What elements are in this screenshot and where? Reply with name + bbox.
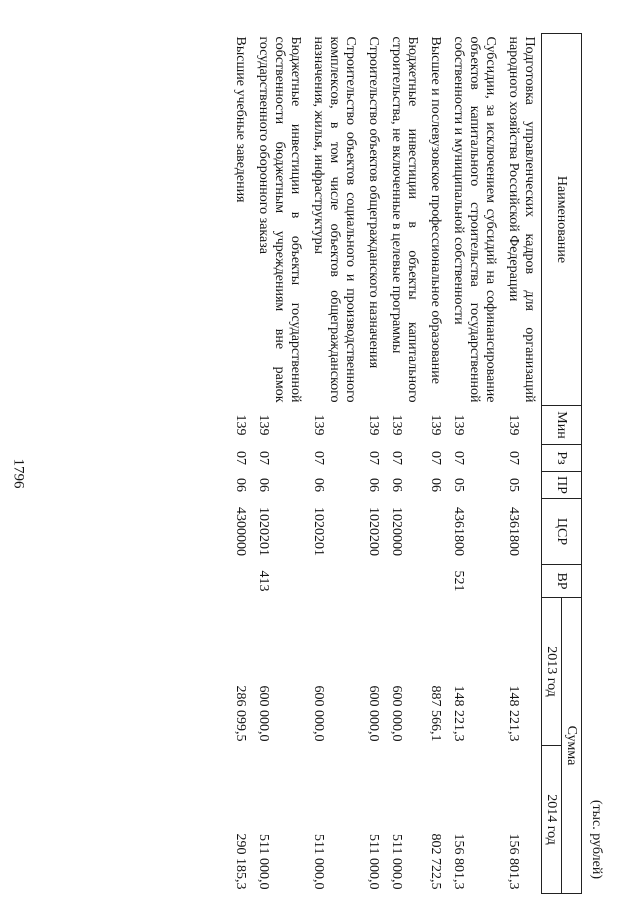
row-name: Высшие учебные заведения — [233, 36, 248, 203]
row-pr: 06 — [233, 478, 248, 492]
row-sum-2013: 600 000,0 — [311, 685, 326, 742]
row-min: 139 — [451, 414, 466, 436]
row-csr: 1020201 — [256, 507, 271, 556]
row-sum-2013: 148 221,3 — [451, 685, 466, 742]
row-min: 139 — [256, 414, 271, 436]
row-vr — [385, 565, 424, 598]
table-row — [424, 34, 447, 894]
row-csr: 4361800 — [506, 507, 521, 556]
row-min: 139 — [311, 414, 326, 436]
row-csr: 4300000 — [233, 507, 248, 556]
row-sum-2014: 290 185,3 — [233, 833, 248, 890]
row-min: 139 — [389, 414, 404, 436]
row-pr: 06 — [428, 478, 443, 492]
table-row — [502, 34, 542, 894]
unit-note: (тыс. рублей) — [589, 799, 604, 879]
row-pr: 05 — [506, 478, 521, 492]
table-row — [385, 34, 424, 894]
rotated-page-content — [64, 33, 604, 893]
row-sum-2013: 286 099,5 — [233, 685, 248, 742]
row-csr: 1020201 — [311, 507, 326, 556]
row-vr — [502, 565, 542, 598]
header-sum: Сумма — [562, 598, 582, 894]
row-vr — [424, 565, 447, 598]
row-name: Строительство объектов социального и производственного комплексов, в том числе объектов общегражданского назначения, жилья, инфраструктуры — [311, 36, 358, 403]
row-sum-2013: 887 566,1 — [428, 685, 443, 742]
row-rz: 07 — [256, 451, 271, 465]
row-pr: 05 — [451, 478, 466, 492]
row-sum-2014: 511 000,0 — [366, 834, 381, 890]
table-row — [252, 34, 307, 894]
table-row — [229, 34, 252, 894]
row-name: Бюджетные инвестиции в объекты капитального строительства, не включенные в целевые программы — [389, 36, 420, 403]
row-sum-2014: 511 000,0 — [311, 834, 326, 890]
row-vr: 413 — [256, 570, 271, 592]
row-name: Строительство объектов общегражданского назначения — [366, 36, 381, 369]
row-sum-2014: 802 722,5 — [428, 833, 443, 890]
row-pr: 06 — [311, 478, 326, 492]
row-pr: 06 — [389, 478, 404, 492]
row-rz: 07 — [311, 451, 326, 465]
row-sum-2013: 600 000,0 — [389, 685, 404, 742]
row-vr — [229, 565, 252, 598]
row-sum-2014: 156 801,3 — [506, 833, 521, 890]
header-rz: Рз — [542, 445, 582, 472]
header-year-2014: 2014 год — [542, 746, 562, 894]
row-rz: 07 — [428, 451, 443, 465]
row-pr: 06 — [256, 478, 271, 492]
row-pr: 06 — [366, 478, 381, 492]
header-vr: ВР — [542, 565, 582, 598]
row-vr: 521 — [451, 570, 466, 592]
row-name: Бюджетные инвестиции в объекты государственной собственности бюджетным учреждениям вне рамок государственного оборонного заказа — [256, 36, 303, 403]
row-vr — [362, 565, 385, 598]
row-csr: 1020200 — [366, 507, 381, 556]
page-number: 1796 — [10, 458, 27, 489]
header-name: Наименование — [542, 34, 582, 406]
row-csr — [424, 499, 447, 565]
budget-table — [229, 33, 582, 894]
row-name: Субсидии, за исключением субсидий на софинансирование объектов капитального строительства государственной собственности и муниципальной собственности — [451, 36, 498, 403]
row-csr: 4361800 — [451, 507, 466, 556]
header-pr: ПР — [542, 472, 582, 499]
row-rz: 07 — [366, 451, 381, 465]
table-row — [447, 34, 502, 894]
row-min: 139 — [506, 414, 521, 436]
row-min: 139 — [366, 414, 381, 436]
row-name: Высшее и послевузовское профессиональное образование — [428, 36, 443, 384]
row-sum-2014: 511 000,0 — [256, 834, 271, 890]
header-year-2013: 2013 год — [542, 598, 562, 746]
header-csr: ЦСР — [542, 499, 582, 565]
row-rz: 07 — [389, 451, 404, 465]
header-min: Мин — [542, 406, 582, 445]
row-sum-2014: 511 000,0 — [389, 834, 404, 890]
table-row — [307, 34, 362, 894]
row-min: 139 — [428, 414, 443, 436]
row-csr: 1020000 — [389, 507, 404, 556]
table-row — [362, 34, 385, 894]
row-sum-2013: 148 221,3 — [506, 685, 521, 742]
table-body — [229, 34, 542, 894]
row-sum-2013: 600 000,0 — [366, 685, 381, 742]
table-header-row — [562, 34, 582, 894]
row-name: Подготовка управленческих кадров для организаций народного хозяйства Российской Федерации — [506, 36, 537, 403]
row-vr — [307, 565, 362, 598]
row-min: 139 — [233, 414, 248, 436]
row-sum-2014: 156 801,3 — [451, 833, 466, 890]
row-sum-2013: 600 000,0 — [256, 685, 271, 742]
row-rz: 07 — [451, 451, 466, 465]
row-rz: 07 — [233, 451, 248, 465]
row-rz: 07 — [506, 451, 521, 465]
